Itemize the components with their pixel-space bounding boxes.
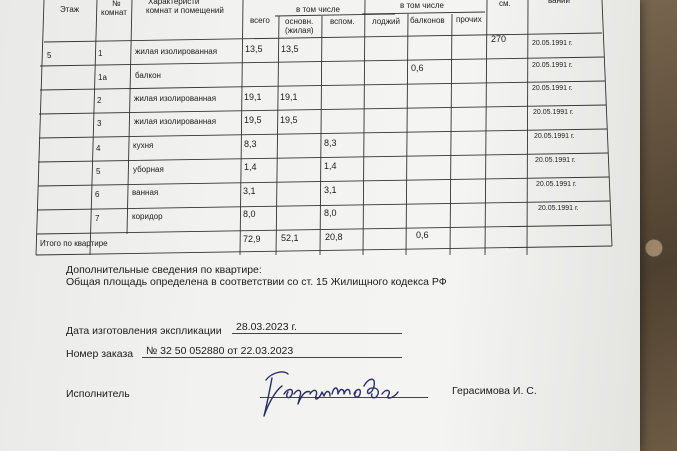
header-total: всего <box>250 16 270 25</box>
row1-name: жилая изолированная <box>135 47 218 56</box>
notes-line-1: Дополнительные сведения по квартире: <box>66 264 262 276</box>
row6-date: 20.05.1991 г. <box>535 157 576 164</box>
row2-date: 20.05.1991 г. <box>532 62 573 69</box>
header-date: вании <box>548 0 570 5</box>
row1-date: 20.05.1991 г. <box>532 40 573 47</box>
row1-floor: 5 <box>47 51 52 60</box>
row3-date: 20.05.1991 г. <box>532 85 573 92</box>
date-label: Дата изготовления экспликации <box>66 325 222 337</box>
row5-aux: 8,3 <box>324 138 337 148</box>
row8-aux: 8,0 <box>324 208 337 218</box>
header-balconies: балконов <box>410 16 445 25</box>
row7-total: 3,1 <box>243 186 256 196</box>
row4-date: 20.05.1991 г. <box>533 109 574 116</box>
executor-signature <box>258 364 408 424</box>
date-underline <box>232 333 402 334</box>
row5-num: 4 <box>96 144 101 153</box>
order-label: Номер заказа <box>66 348 134 360</box>
row1-num: 1 <box>98 49 103 58</box>
totals-total: 72,9 <box>243 234 261 244</box>
header-other: прочих <box>456 15 482 24</box>
row6-total: 1,4 <box>244 162 257 172</box>
row3-main: 19,1 <box>280 92 298 102</box>
row2-name: балкон <box>135 71 161 80</box>
notes-line-2: Общая площадь определена в соответствии со ст. 15 Жилищного кодекса РФ <box>66 276 447 288</box>
order-value: № 32 50 052880 от 22.03.2023 <box>146 345 294 357</box>
row6-name: уборная <box>133 165 164 174</box>
header-room-no: № <box>112 0 121 8</box>
row3-num: 2 <box>97 96 102 105</box>
header-characteristic: Характеристи <box>148 0 200 6</box>
row8-num: 7 <box>95 214 100 223</box>
header-room-no-2: комнат <box>101 8 127 17</box>
row5-name: кухня <box>133 141 154 150</box>
row6-num: 5 <box>96 167 101 176</box>
totals-aux: 20,8 <box>325 232 343 242</box>
header-incl-1: в том числе <box>296 5 340 14</box>
header-aux: вспом. <box>330 17 355 26</box>
row8-date: 20.05.1991 г. <box>538 205 579 212</box>
row5-total: 8,3 <box>244 139 257 149</box>
row3-total: 19,1 <box>244 92 262 102</box>
header-loggias: лоджий <box>372 17 400 26</box>
header-main: основн. <box>285 17 314 26</box>
totals-balcony: 0,6 <box>416 230 429 240</box>
header-sm: см. <box>499 0 511 8</box>
row8-total: 8,0 <box>243 209 256 219</box>
row7-aux: 3,1 <box>324 185 337 195</box>
row6-aux: 1,4 <box>324 161 337 171</box>
row4-num: 3 <box>97 119 102 128</box>
row1-main: 13,5 <box>281 44 299 54</box>
executor-label: Исполнитель <box>66 388 130 400</box>
header-incl-2: в том числе <box>400 1 444 10</box>
totals-label: Итого по квартире <box>40 239 108 248</box>
row2-balcony: 0,6 <box>411 63 424 73</box>
row2-num: 1а <box>98 73 107 82</box>
date-value: 28.03.2023 г. <box>236 321 297 333</box>
order-underline <box>142 357 402 358</box>
row8-name: коридор <box>132 212 163 221</box>
header-main-2: (жилая) <box>285 26 314 35</box>
row7-num: 6 <box>95 190 100 199</box>
row7-date: 20.05.1991 г. <box>536 181 577 188</box>
totals-main: 52,1 <box>281 233 299 243</box>
row5-date: 20.05.1991 г. <box>534 133 575 140</box>
header-characteristic-2: комнат и помещений <box>146 6 224 15</box>
executor-name: Герасимова И. С. <box>452 385 537 397</box>
row4-main: 19,5 <box>280 115 298 125</box>
header-floor: Этаж <box>60 5 80 14</box>
row1-total: 13,5 <box>245 44 263 54</box>
row4-total: 19,5 <box>244 115 262 125</box>
row1-height: 270 <box>491 34 507 44</box>
row3-name: жилая изолированная <box>134 94 217 103</box>
row4-name: жилая изолированная <box>134 117 217 126</box>
row7-name: ванная <box>132 188 159 197</box>
